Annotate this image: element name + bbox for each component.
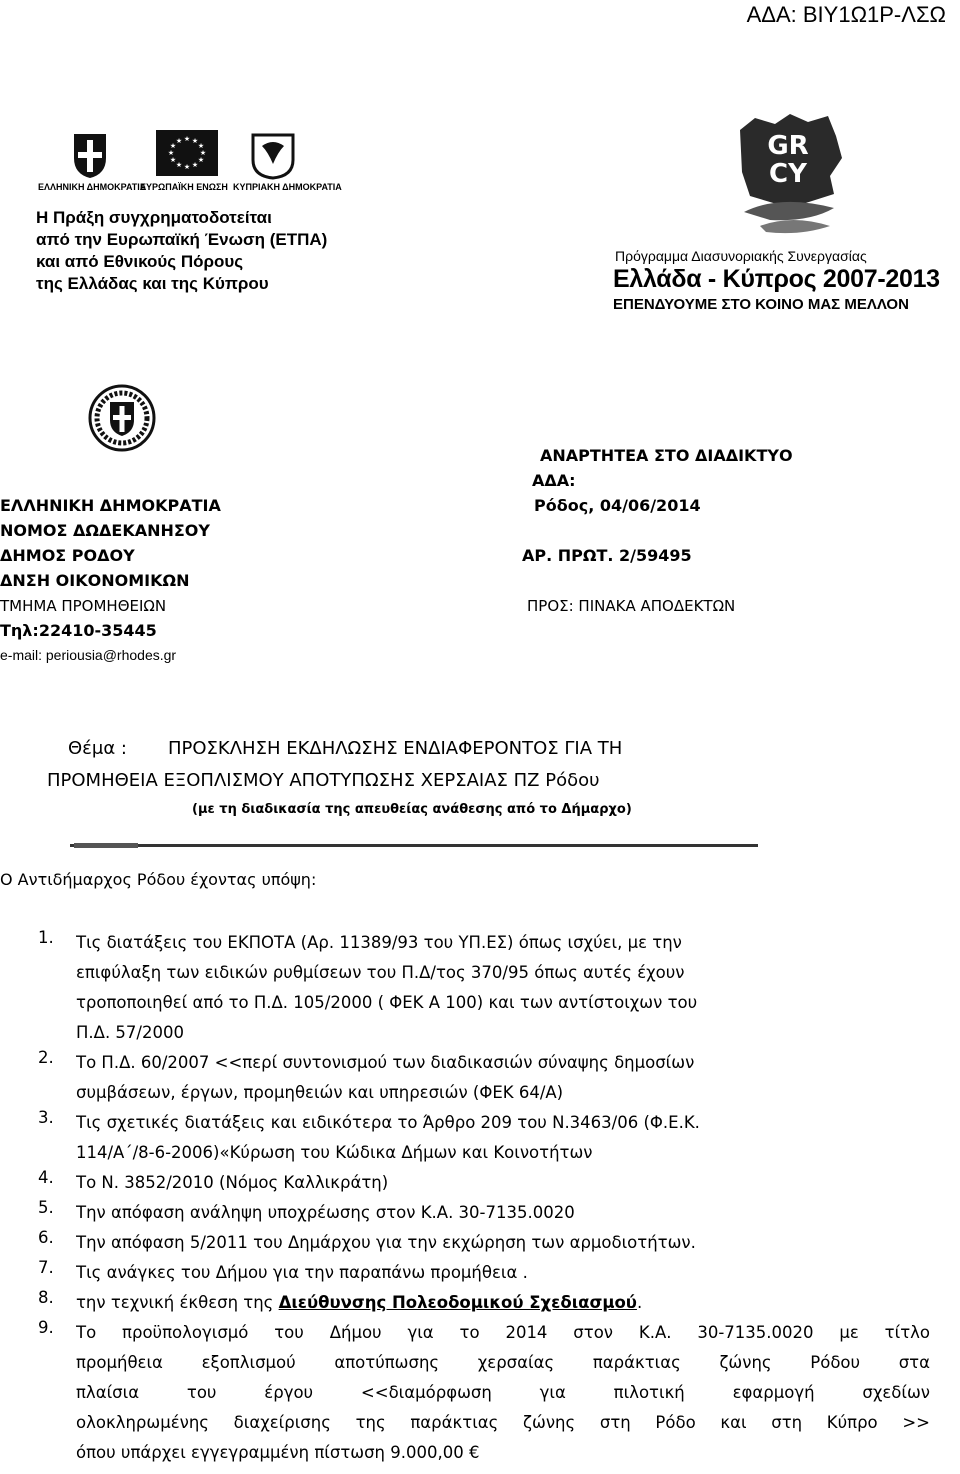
grcy-top-text: GR [767, 131, 809, 161]
document-date: Ρόδος, 04/06/2014 [534, 496, 701, 515]
cofund-line: από την Ευρωπαϊκή Ένωση (ΕΤΠΑ) [36, 230, 328, 249]
item-line: τροποποιηθεί από το Π.Δ. 105/2000 ( ΦΕΚ Α 100) και των αντίστοιχων του [76, 993, 698, 1012]
item-number: 4. [38, 1168, 54, 1187]
list-item [38, 1258, 930, 1288]
item-number: 7. [38, 1258, 54, 1277]
list-item [38, 1048, 930, 1108]
grcy-logo-icon [730, 110, 850, 240]
considerations-list [38, 928, 930, 1468]
grcy-bottom-text: CY [769, 159, 807, 189]
item-line: συμβάσεων, έργων, προμηθειών και υπηρεσιών (ΦΕΚ 64/Α) [76, 1083, 564, 1102]
logo-row [38, 130, 342, 192]
cofund-line: Η Πράξη συγχρηματοδοτείται [36, 208, 272, 227]
cyprus-caption: ΚΥΠΡΙΑΚΗ ΔΗΜΟΚΡΑΤΙΑ [233, 182, 342, 192]
cofund-line: και από Εθνικούς Πόρους [36, 252, 244, 271]
item-number: 2. [38, 1048, 54, 1067]
program-title: Ελλάδα - Κύπρος 2007-2013 [613, 265, 940, 293]
sender-line-3: ΔΗΜΟΣ ΡΟΔΟΥ [0, 546, 135, 565]
item-line: επιφύλαξη των ειδικών ρυθμίσεων του Π.Δ/τος 370/95 όπως αυτές έχουν [76, 963, 685, 982]
item-number: 5. [38, 1198, 54, 1217]
svg-text:★: ★ [191, 161, 199, 169]
recipients: ΠΡΟΣ: ΠΙΝΑΚΑ ΑΠΟΔΕΚΤΩΝ [527, 597, 736, 615]
protocol-number: ΑΡ. ΠΡΩΤ. 2/59495 [522, 546, 692, 565]
svg-text:★: ★ [183, 163, 191, 171]
hellenic-republic-emblem-icon [88, 384, 156, 452]
list-item [38, 1168, 930, 1198]
svg-text:★: ★ [175, 161, 183, 169]
item-line: Την απόφαση 5/2011 του Δημάρχου για την εκχώρηση των αρμοδιοτήτων. [76, 1233, 696, 1252]
item-line: Τις διατάξεις του ΕΚΠΟΤΑ (Αρ. 11389/93 του ΥΠ.ΕΣ) όπως ισχύει, με την [76, 933, 682, 952]
svg-text:★: ★ [167, 149, 175, 157]
svg-text:★: ★ [197, 142, 205, 150]
list-item [38, 1228, 930, 1258]
svg-text:★: ★ [197, 156, 205, 164]
eu-caption: ΕΥΡΩΠΑΪΚΗ ΕΝΩΣΗ [140, 182, 228, 192]
sender-line-5: ΤΜΗΜΑ ΠΡΟΜΗΘΕΙΩΝ [0, 597, 167, 615]
subject-note: (με τη διαδικασία της απευθείας ανάθεσης από το Δήμαρχο) [192, 802, 632, 817]
item-line: ολοκληρωμένης διαχείρισης της παράκτιας ζώνης στη Ρόδο και στη Κύπρο >> [76, 1413, 930, 1432]
cofund-line: της Ελλάδας και της Κύπρου [36, 274, 269, 293]
item-line: Το Ν. 3852/2010 (Νόμος Καλλικράτη) [76, 1173, 389, 1192]
item-line: Το Π.Δ. 60/2007 <<περί συντονισμού των διαδικασιών σύναψης δημοσίων [76, 1053, 695, 1072]
item-number: 3. [38, 1108, 54, 1127]
sender-line-4: ΔΝΣΗ ΟΙΚΟΝΟΜΙΚΩΝ [0, 571, 190, 590]
svg-text:★: ★ [199, 149, 207, 157]
post-online-notice: ΑΝΑΡΤΗΤΕΑ ΣΤΟ ΔΙΑΔΙΚΤΥΟ [540, 446, 793, 465]
list-item [38, 928, 930, 1048]
ada-code: ΑΔΑ: ΒΙΥ1Ω1Ρ-ΛΣΩ [746, 2, 946, 27]
subject-line-1: ΠΡΟΣΚΛΗΣΗ ΕΚΔΗΛΩΣΗΣ ΕΝΔΙΑΦΕΡΟΝΤΟΣ ΓΙΑ ΤΗ [168, 738, 623, 759]
item-text: . [636, 1293, 643, 1312]
sender-line-1: ΕΛΛΗΝΙΚΗ ΔΗΜΟΚΡΑΤΙΑ [0, 496, 221, 515]
item-number: 8. [38, 1288, 54, 1307]
svg-text:★: ★ [169, 156, 177, 164]
subject-label: Θέμα : [68, 738, 128, 759]
item-line: πλαίσια του έργου <<διαμόρφωση για πιλοτική εφαρμογή σχεδίων [76, 1383, 930, 1402]
item-number: 6. [38, 1228, 54, 1247]
svg-text:★: ★ [191, 137, 199, 145]
list-item [38, 1318, 930, 1468]
list-item [38, 1288, 930, 1318]
separator-rule [70, 843, 758, 848]
item-line: Το προϋπολογισμό του Δήμου για το 2014 στον Κ.Α. 30-7135.0020 με τίτλο [76, 1323, 930, 1342]
eu-flag-icon [156, 130, 218, 176]
list-item [38, 1198, 930, 1228]
sender-line-2: ΝΟΜΟΣ ΔΩΔΕΚΑΝΗΣΟΥ [0, 521, 210, 540]
item-line: Τις ανάγκες του Δήμου για την παραπάνω προμήθεια . [76, 1263, 528, 1282]
sender-email[interactable]: e-mail: periousia@rhodes.gr [0, 647, 177, 663]
item-line: προμήθεια εξοπλισμού αποτύπωσης χερσαίας παράκτιας ζώνης Ρόδου στα [76, 1353, 930, 1372]
svg-text:★: ★ [169, 142, 177, 150]
item-line [76, 1288, 930, 1318]
greek-republic-caption: ΕΛΛΗΝΙΚΗ ΔΗΜΟΚΡΑΤΙΑ [38, 182, 147, 192]
program-subtitle: Πρόγραμμα Διασυνοριακής Συνεργασίας [615, 248, 867, 264]
directorate-name: Διεύθυνσης Πολεοδομικού Σχεδιασμού [278, 1293, 637, 1312]
cyprus-emblem-icon [248, 130, 298, 180]
svg-text:★: ★ [175, 137, 183, 145]
item-line: 114/Α΄/8-6-2006)«Κύρωση του Κώδικα Δήμων και Κοινοτήτων [76, 1143, 593, 1162]
sender-phone: Τηλ:22410-35445 [0, 621, 157, 640]
greek-emblem-icon [70, 130, 110, 180]
list-item [38, 1108, 930, 1168]
cofunding-statement [36, 207, 327, 295]
item-line: Π.Δ. 57/2000 [76, 1023, 184, 1042]
item-number: 1. [38, 928, 54, 947]
item-number: 9. [38, 1318, 54, 1337]
item-line: όπου υπάρχει εγγεγραμμένη πίστωση 9.000,00 € [76, 1443, 480, 1462]
item-line: Τις σχετικές διατάξεις και ειδικότερα το Άρθρο 209 του Ν.3463/06 (Φ.Ε.Κ. [76, 1113, 700, 1132]
ada-label: ΑΔΑ: [532, 471, 576, 490]
item-line: Την απόφαση ανάληψη υποχρέωσης στον Κ.Α. 30-7135.0020 [76, 1203, 575, 1222]
item-text: την τεχνική έκθεση της [76, 1293, 279, 1312]
program-motto: ΕΠΕΝΔΥΟΥΜΕ ΣΤΟ ΚΟΙΝΟ ΜΑΣ ΜΕΛΛΟΝ [613, 296, 909, 313]
intro-line: Ο Αντιδήμαρχος Ρόδου έχοντας υπόψη: [0, 870, 317, 889]
svg-text:★: ★ [183, 135, 191, 143]
subject-line-2: ΠΡΟΜΗΘΕΙΑ ΕΞΟΠΛΙΣΜΟΥ ΑΠΟΤΥΠΩΣΗΣ ΧΕΡΣΑΙΑΣ ΠΖ Ρόδου [47, 770, 600, 791]
